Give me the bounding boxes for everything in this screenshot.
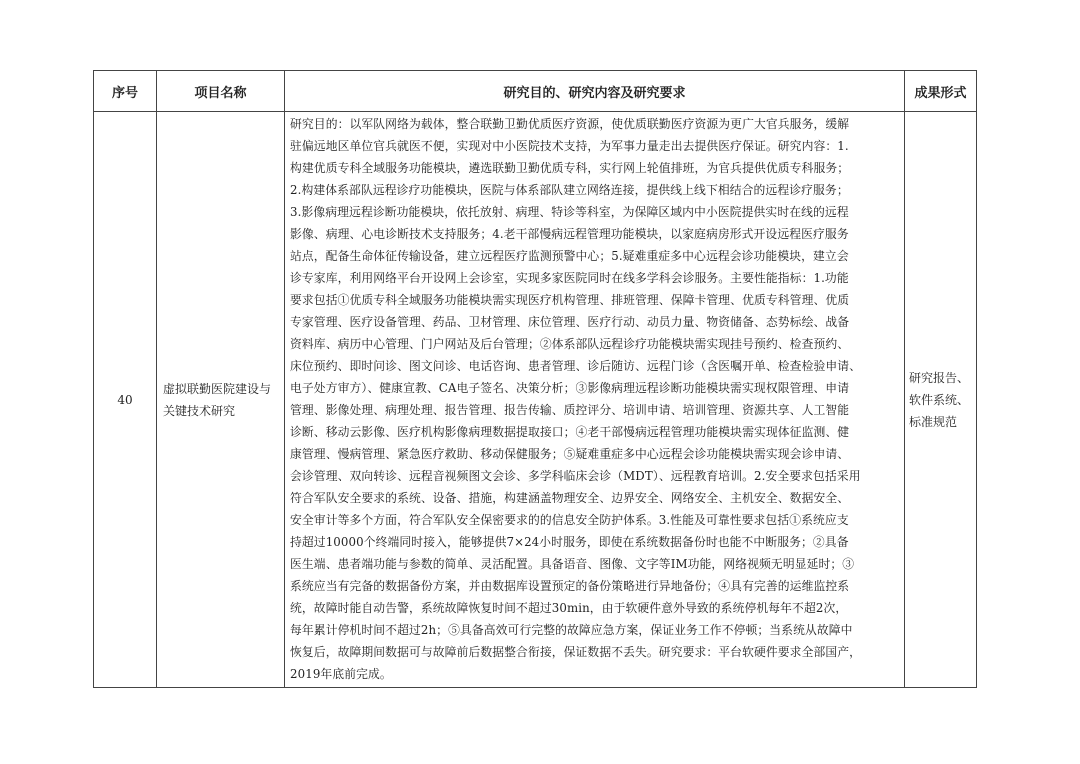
content-line: 医生端、患者端功能与参数的简单、灵活配置。具备语音、图像、文字等IM功能，网络视频无明显延时；③: [290, 557, 855, 571]
content-line: 电子处方审方）、健康宣教、CA电子签名、决策分析；③影像病理远程诊断功能模块需实现权限管理、申请: [290, 381, 850, 395]
content-line: 诊专家库，利用网络平台开设网上会诊室，实现多家医院同时在线多学科会诊服务。主要性能指标：1.功能: [290, 271, 849, 285]
row-output-form: [905, 112, 977, 688]
content-line: 每年累计停机时间不超过2h；⑤具备高效可行完整的故障应急方案，保证业务工作不停顿；当系统从故障中: [290, 623, 853, 637]
content-line: 专家管理、医疗设备管理、药品、卫材管理、床位管理、医疗行动、动员力量、物资储备、态势标绘、战备: [290, 315, 850, 329]
output-item: 标准规范: [909, 414, 958, 429]
row-number: 40: [94, 112, 157, 688]
output-item: 研究报告、: [909, 370, 970, 385]
header-research-content: 研究目的、研究内容及研究要求: [285, 71, 905, 112]
header-number: 序号: [94, 71, 157, 112]
content-line: 资料库、病历中心管理、门户网站及后台管理；②体系部队远程诊疗功能模块需实现挂号预约、检查预约、: [290, 337, 850, 351]
content-line: 系统应当有完备的数据备份方案，并由数据库设置预定的备份策略进行异地备份；④具有完善的运维监控系: [290, 579, 850, 593]
row-research-content: [285, 112, 905, 688]
content-line: 研究目的：以军队网络为载体，整合联勤卫勤优质医疗资源，使优质联勤医疗资源为更广大官兵服务，缓解: [290, 117, 850, 131]
content-line: 床位预约、即时问诊、图文问诊、电话咨询、患者管理、诊后随访、远程门诊（含医嘱开单、检查检验申请、: [290, 359, 862, 373]
content-line: 康管理、慢病管理、紧急医疗救助、移动保健服务；⑤疑难重症多中心远程会诊功能模块需实现会诊申请、: [290, 447, 850, 461]
content-line: 影像、病理、心电诊断技术支持服务；4.老干部慢病远程管理功能模块，以家庭病房形式开设远程医疗服务: [290, 227, 849, 241]
row-project-name: 虚拟联勤医院建设与关键技术研究: [157, 112, 285, 688]
content-line: 管理、影像处理、病理处理、报告管理、报告传输、质控评分、培训申请、培训管理、资源共享、人工智能: [290, 403, 850, 417]
content-line: 驻偏远地区单位官兵就医不便，实现对中小医院技术支持，为军事力量走出去提供医疗保证。研究内容：1.: [290, 139, 849, 153]
content-line: 安全审计等多个方面，符合军队安全保密要求的的信息安全防护体系。3.性能及可靠性要求包括①系统应支: [290, 513, 849, 527]
content-line: 3.影像病理远程诊断功能模块，依托放射、病理、特诊等科室，为保障区域内中小医院提供实时在线的远程: [290, 205, 849, 219]
header-project-name: 项目名称: [157, 71, 285, 112]
header-output-form: 成果形式: [905, 71, 977, 112]
content-line: 诊断、移动云影像、医疗机构影像病理数据提取接口；④老干部慢病远程管理功能模块需实现体征监测、健: [290, 425, 850, 439]
table-row: [94, 112, 977, 688]
content-line: 符合军队安全要求的系统、设备、措施，构建涵盖物理安全、边界安全、网络安全、主机安全、数据安全、: [290, 491, 850, 505]
table-header-row: [94, 71, 977, 112]
content-line: 要求包括①优质专科全域服务功能模块需实现医疗机构管理、排班管理、保障卡管理、优质专科管理、优质: [290, 293, 850, 307]
content-line: 恢复后，故障期间数据可与故障前后数据整合衔接，保证数据不丢失。研究要求：平台软硬件要求全部国产，: [290, 645, 862, 659]
content-line: 构建优质专科全域服务功能模块，遴选联勤卫勤优质专科，实行网上轮值排班，为官兵提供优质专科服务；: [290, 161, 850, 175]
content-line: 2.构建体系部队远程诊疗功能模块，医院与体系部队建立网络连接，提供线上线下相结合的远程诊疗服务；: [290, 183, 849, 197]
content-line: 会诊管理、双向转诊、远程音视频图文会诊、多学科临床会诊（MDT）、远程教育培训。2.安全要求包括采用: [290, 469, 861, 483]
content-line: 站点，配备生命体征传输设备，建立远程医疗监测预警中心；5.疑难重症多中心远程会诊功能模块，建立会: [290, 249, 849, 263]
project-table: [93, 70, 977, 688]
output-item: 软件系统、: [909, 392, 970, 407]
content-line: 统，故障时能自动告警，系统故障恢复时间不超过30min，由于软硬件意外导致的系统停机每年不超2次，: [290, 601, 848, 615]
content-line: 2019年底前完成。: [290, 667, 392, 681]
content-line: 持超过10000个终端同时接入，能够提供7×24小时服务，即使在系统数据备份时也能不中断服务；②具备: [290, 535, 849, 549]
